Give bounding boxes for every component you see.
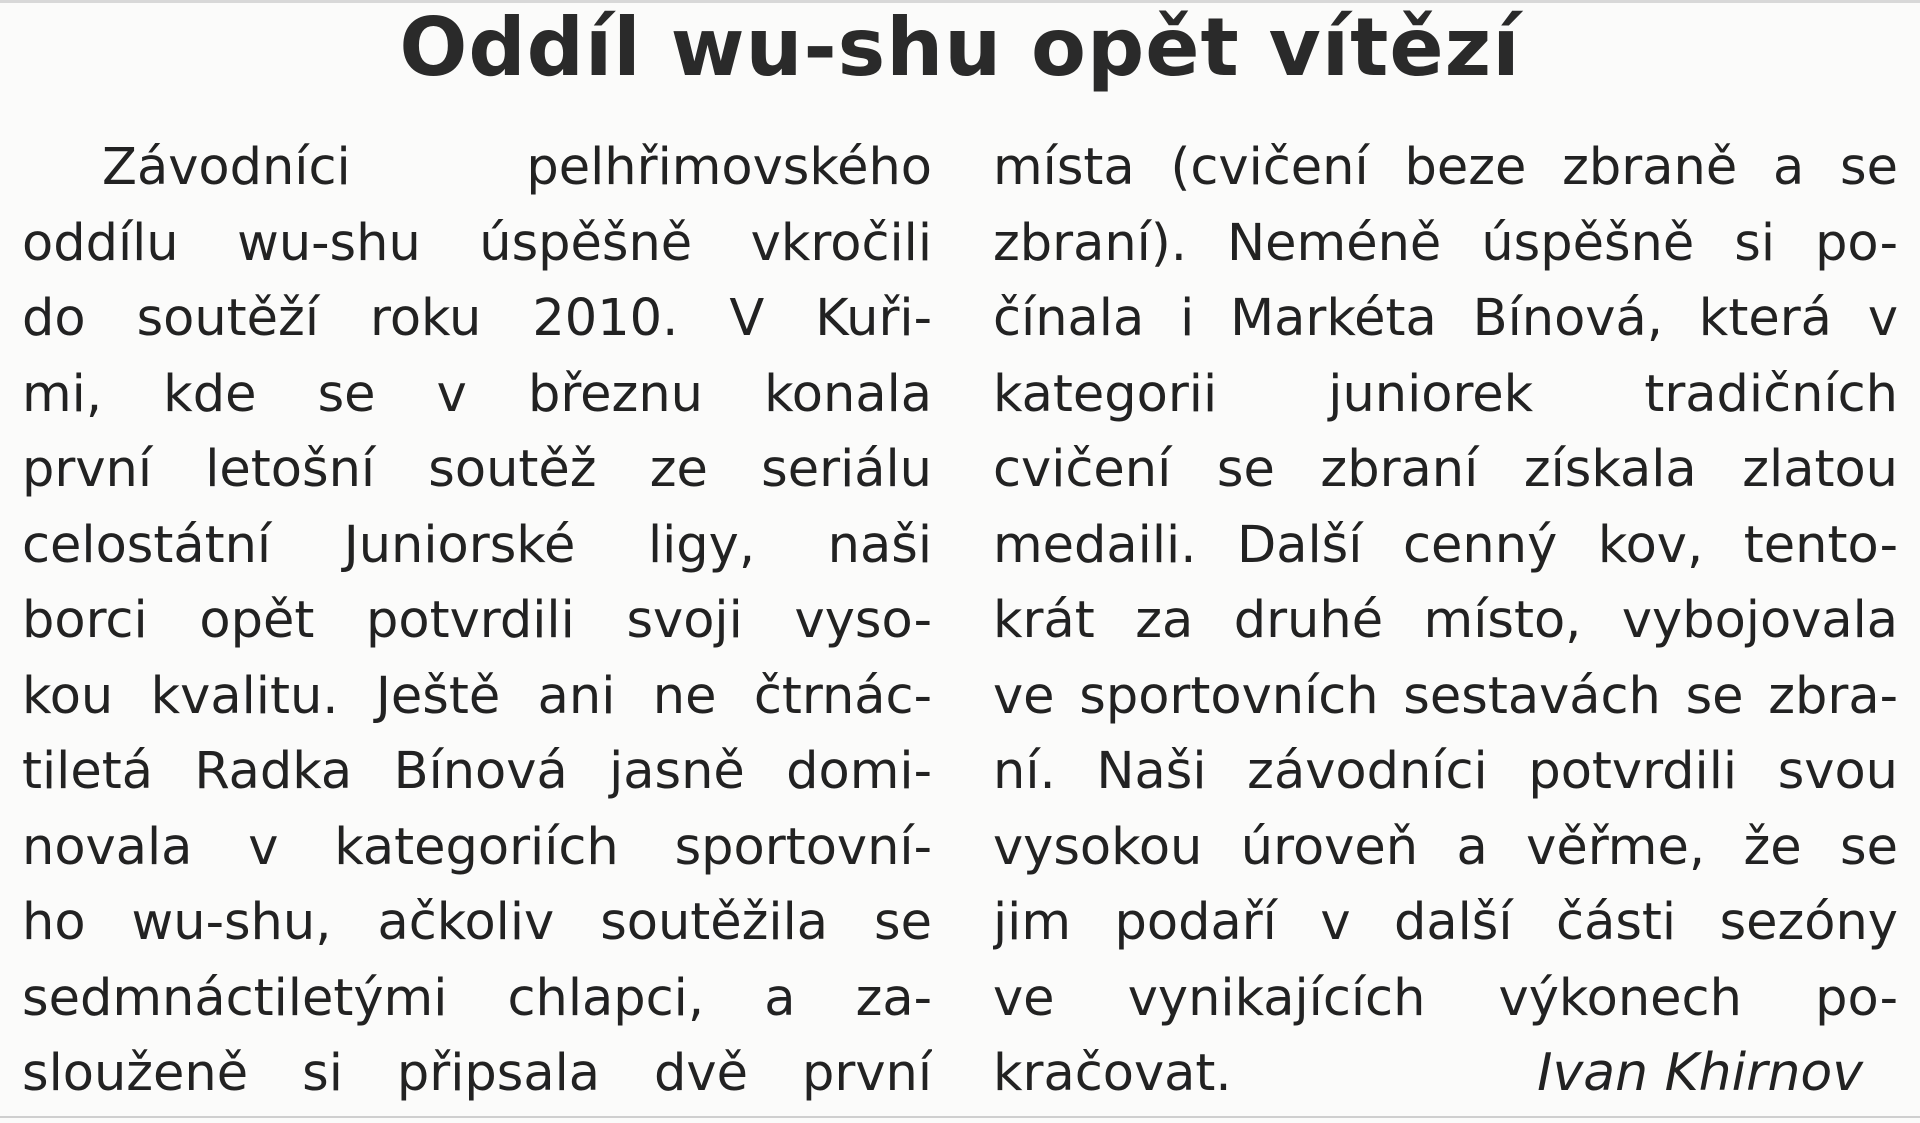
text-line: cvičení se zbraní získala zlatou <box>993 440 1898 499</box>
text-line: ve sportovních sestavách se zbra- <box>993 666 1898 726</box>
text-line: oddílu wu-shu úspěšně vkročili <box>22 213 932 273</box>
text-line: krát za druhé místo, vybojovala <box>993 591 1898 650</box>
text-line: první letošní soutěž ze seriálu <box>22 440 932 499</box>
text-line: kategorii juniorek tradičních <box>993 364 1898 424</box>
text-line: čínala i Markéta Bínová, která v <box>993 289 1898 348</box>
right-column <box>993 130 1898 1112</box>
bottom-edge <box>0 1116 1920 1118</box>
text-line: borci opět potvrdili svoji vyso- <box>22 591 932 650</box>
text-line: vysokou úroveň a věřme, že se <box>993 817 1898 877</box>
author-byline: Ivan Khirnov <box>1537 1043 1863 1103</box>
text-line: slouženě si připsala dvě první <box>22 1044 932 1103</box>
text-line: Závodníci pelhřimovského <box>102 138 932 197</box>
text-line: kou kvalitu. Ještě ani ne čtrnác- <box>22 666 932 726</box>
text-line: ve vynikajících výkonech po- <box>993 968 1898 1028</box>
text-line: místa (cvičení beze zbraně a se <box>993 138 1898 197</box>
text-line: tiletá Radka Bínová jasně domi- <box>22 742 932 801</box>
text-line: celostátní Juniorské ligy, naši <box>22 515 932 575</box>
text-line: ho wu-shu, ačkoliv soutěžila se <box>22 893 932 952</box>
text-line: novala v kategoriích sportovní- <box>22 817 932 877</box>
headline: Oddíl wu-shu opět vítězí <box>399 1 1521 94</box>
text-line: mi, kde se v březnu konala <box>22 364 932 424</box>
text-line: medaili. Další cenný kov, tento- <box>993 515 1898 575</box>
text-line: zbraní). Neméně úspěšně si po- <box>993 213 1898 273</box>
text-line: ní. Naši závodníci potvrdili svou <box>993 742 1898 801</box>
closing-line <box>993 1036 1898 1112</box>
left-column <box>22 130 932 1112</box>
text-line: sedmnáctiletými chlapci, a za- <box>22 968 932 1028</box>
text-line: kračovat. <box>993 1044 1232 1103</box>
text-line: jim podaří v další části sezóny <box>993 893 1898 952</box>
text-line: do soutěží roku 2010. V Kuři- <box>22 289 932 348</box>
